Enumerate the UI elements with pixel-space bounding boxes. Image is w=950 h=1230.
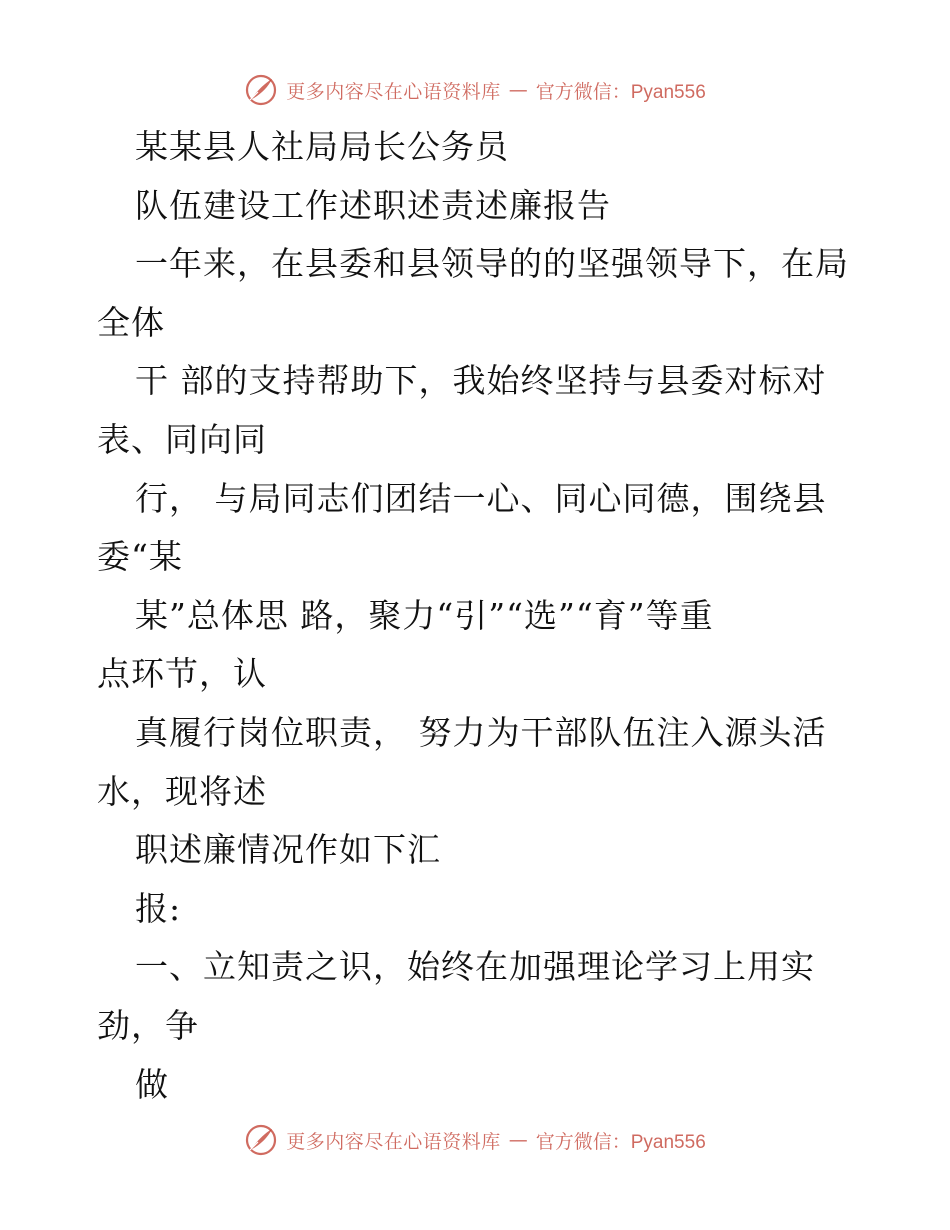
watermark-brand-text: 更多内容尽在心语资料库 (286, 80, 501, 103)
watermark-separator: — (508, 79, 528, 101)
document-body (97, 118, 857, 1114)
text-line: 队伍建设工作述职述责述廉报告 (135, 185, 611, 225)
header-watermark (0, 70, 950, 110)
watermark-brand-text: 更多内容尽在心语资料库 (286, 1130, 501, 1153)
feather-pen-logo-icon (244, 1123, 278, 1157)
text-line: 一年来，在县委和县领导的的坚强领导下，在局 (135, 244, 849, 284)
text-line: 一、立知责之识，始终在加强理论学习上用实 (135, 947, 815, 987)
feather-pen-logo-icon (244, 73, 278, 107)
text-line: 报: (135, 888, 182, 928)
text-line: 水，现将述 (97, 771, 267, 811)
watermark-separator: — (508, 1129, 528, 1151)
footer-watermark (0, 1120, 950, 1160)
text-line: 某某县人社局局长公务员 (135, 127, 509, 166)
text-line: 全体 (97, 302, 165, 342)
text-line: 干 部的支持帮助下，我始终坚持与县委对标对 (135, 361, 827, 401)
text-line: 某”总体思 路，聚力“引”“选”“育”等重 (135, 595, 714, 635)
text-line: 真履行岗位职责， 努力为干部队伍注入源头活 (135, 712, 827, 752)
text-line: 做 (135, 1064, 169, 1104)
text-line: 行， 与局同志们团结一心、同心同德，围绕县 (135, 478, 827, 518)
text-line: 表、同向同 (97, 419, 267, 459)
text-line: 职述廉情况作如下汇 (135, 830, 441, 870)
watermark-account-text: 官方微信：Pyan556 (535, 1131, 706, 1153)
text-line: 劲，争 (97, 1005, 199, 1045)
text-line: 点环节，认 (97, 654, 267, 694)
watermark-account-text: 官方微信：Pyan556 (535, 81, 706, 103)
text-line: 委“某 (97, 537, 183, 577)
